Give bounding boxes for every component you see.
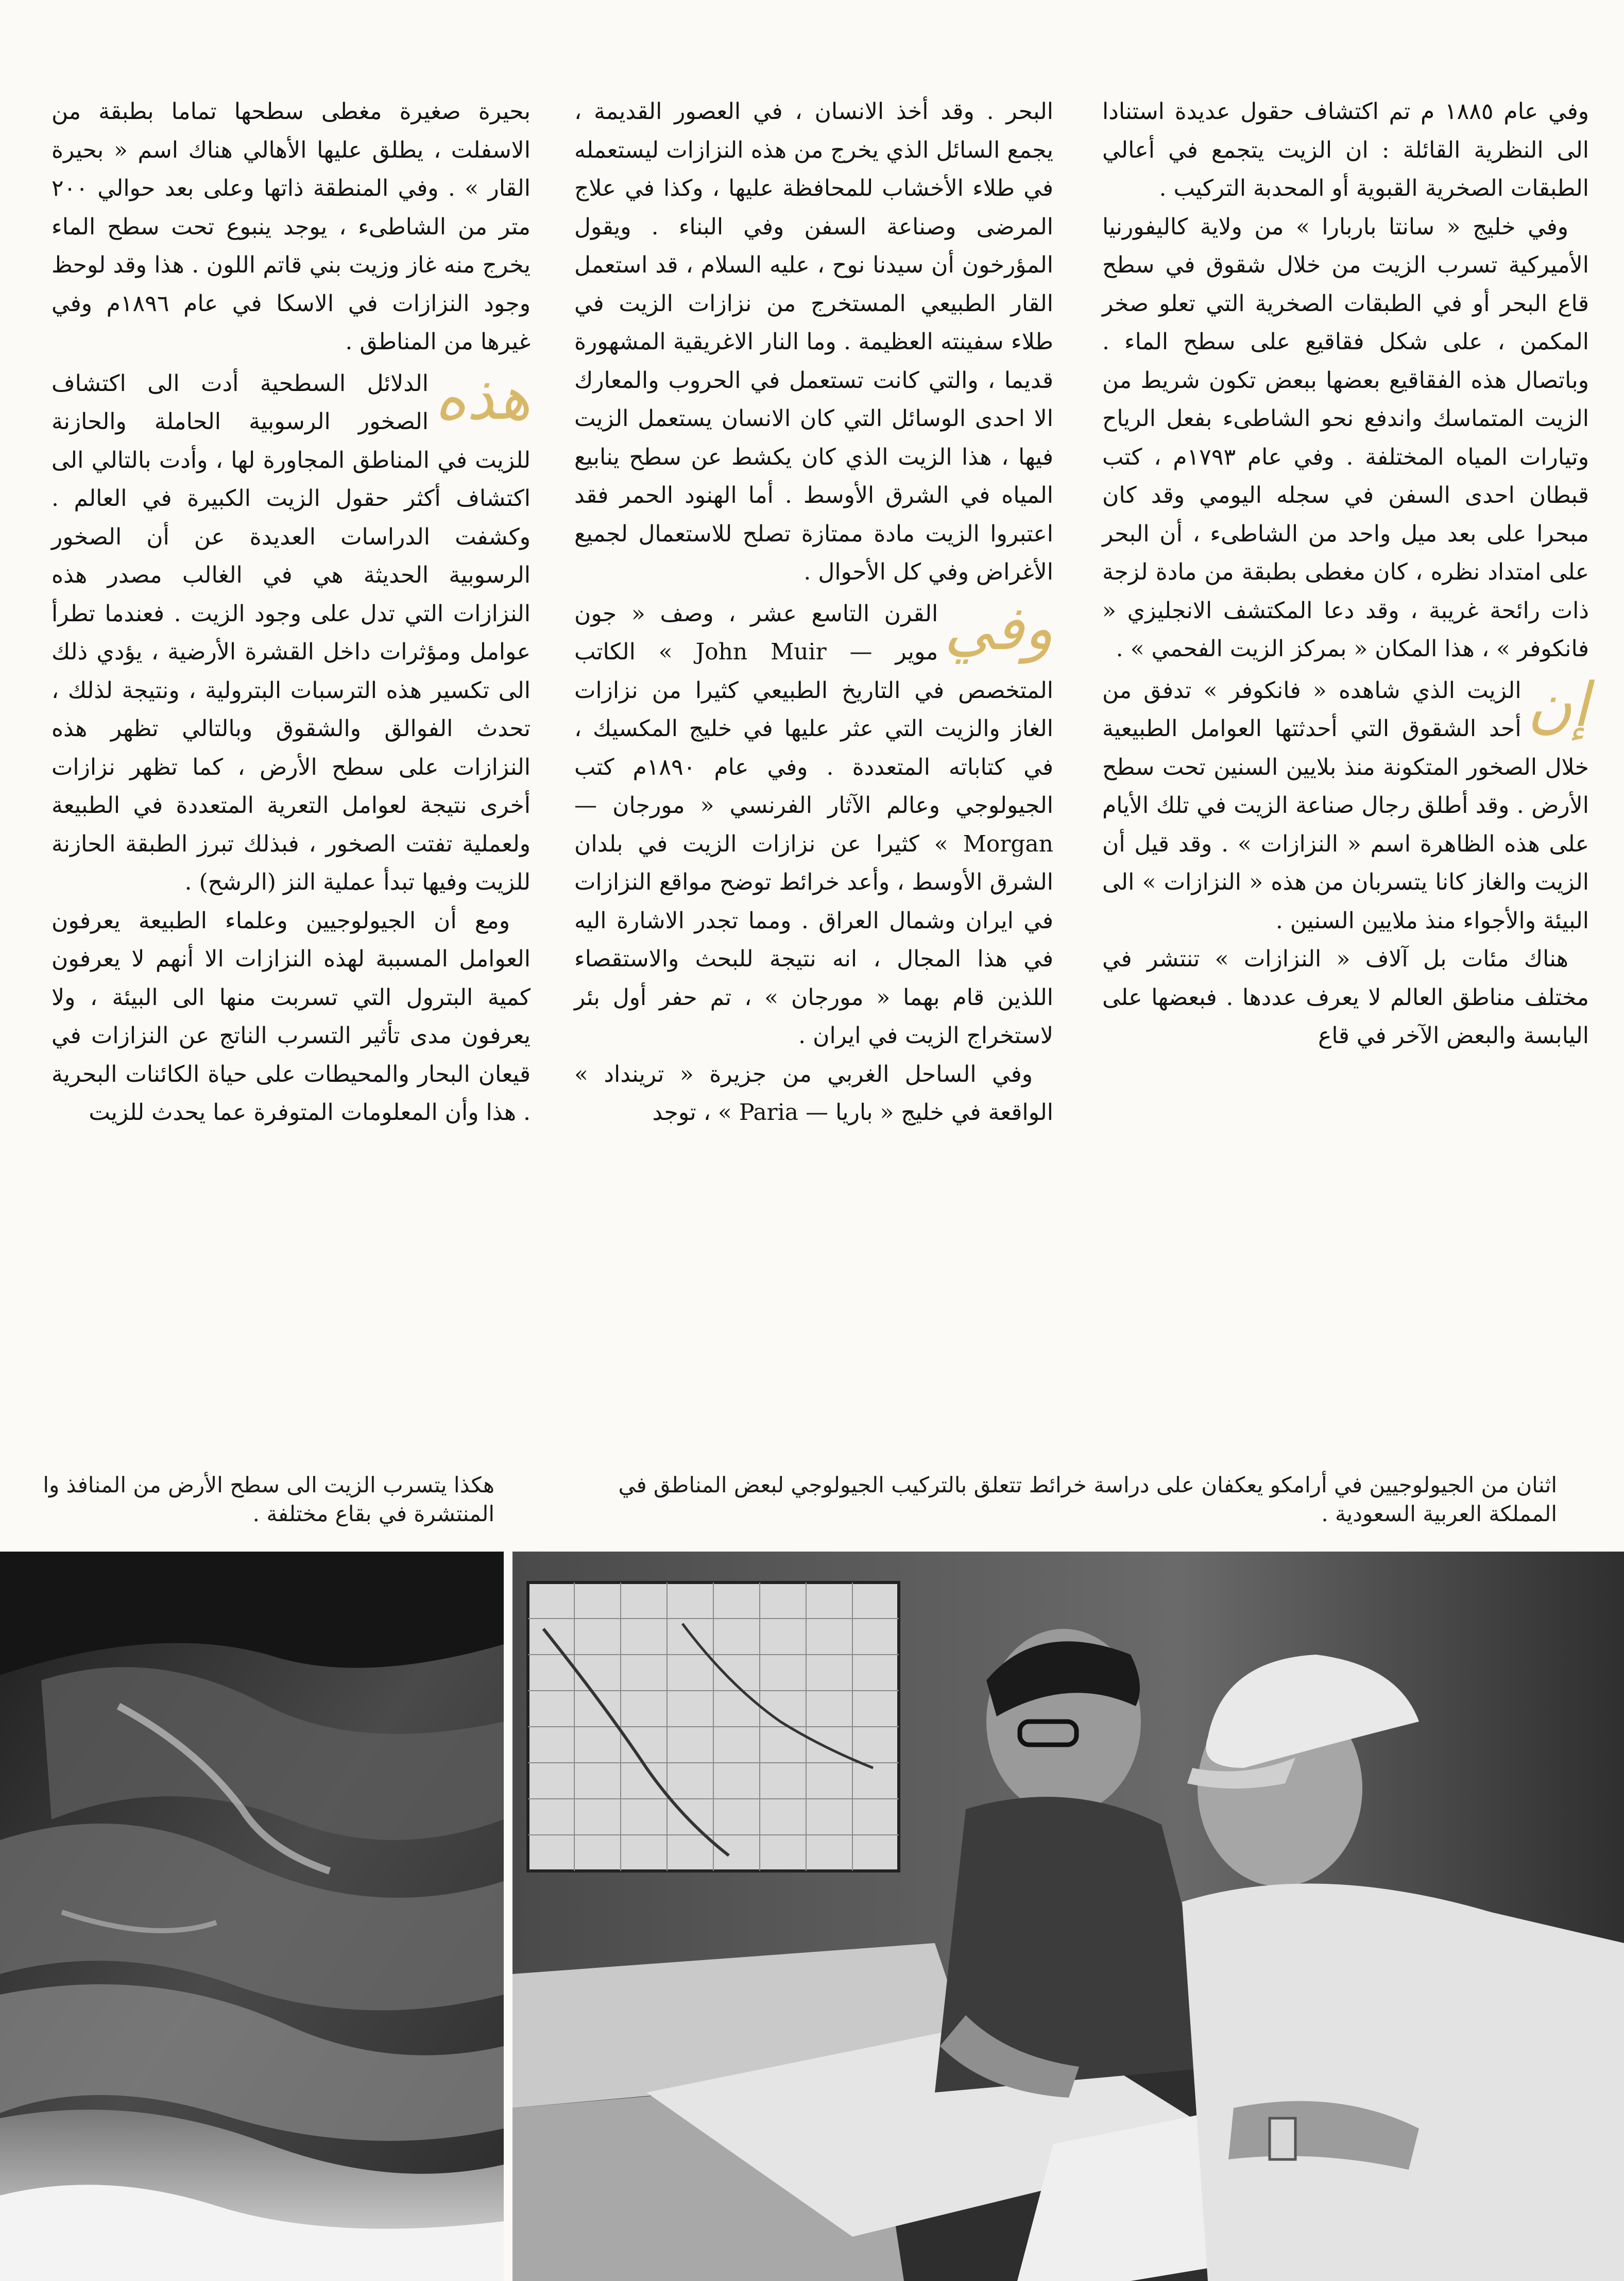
- dropcap-paragraph: [52, 362, 531, 902]
- photo-caption-geologists: اثنان من الجيولوجيين في أرامكو يعكفان على دراسة خرائط تتعلق بالتركيب الجيولوجي لبعض المناطق في المملكة العربية السعودية .: [618, 1472, 1557, 1526]
- paragraph-text: القرن التاسع عشر ، وصف « جون موير — John Muir » الكاتب المتخصص في التاريخ الطبيعي كثيرا من نزازات الغاز والزيت التي عثر عليها في خليج المكسيك ، في كتاباته المتعددة . وفي عام ١٨٩٠م كتب الجيولوجي وعالم الآثار الفرنسي « مورجان — Morgan » كثيرا عن نزازات الزيت في بلدان الشرق الأوسط ، وأعد خرائط توضح مواقع النزازات في ايران وشمال العراق . ومما تجدر الاشارة اليه في هذا المجال ، انه نتيجة للبحث والاستقصاء اللذين قام بهما « مورجان » ، تم حفر أول بئر لاستخراج الزيت في ايران .: [574, 600, 1053, 1049]
- article-column-2: [574, 93, 1053, 1360]
- paragraph: وفي الساحل الغربي من جزيرة « ترينداد » الواقعة في خليج « باريا — Paria » ، توجد: [574, 1061, 1053, 1126]
- paragraph-text: الدلائل السطحية أدت الى اكتشاف الصخور الرسوبية الحاملة والحازنة للزيت في المناطق المجاورة لها ، وأدت بالتالي الى اكتشاف أكثر حقول الزيت الكبيرة في العالم . وكشفت الدراسات العديدة عن أن الصخور الرسوبية الحديثة هي في الغالب مصدر هذه النزازات التي تدل على وجود الزيت . فعندما تطرأ عوامل ومؤثرات داخل القشرة الأرضية ، يؤدي ذلك الى تكسير هذه الترسبات البترولية ، ونتيجة لذلك ، تحدث الفوالق والشقوق وبالتالي تظهر هذه النزازات على سطح الأرض ، كما تظهر نزازات أخرى نتيجة لعوامل التعرية المتعددة في الطبيعة ولعملية تفتت الصخور ، فبذلك تبرز الطبقة الحازنة للزيت وفيها تبدأ عملية النز (الرشح) .: [52, 370, 531, 895]
- article-column-1: [1102, 93, 1589, 1360]
- decorative-initial: هذه: [435, 362, 531, 433]
- paragraph: ومع أن الجيولوجيين وعلماء الطبيعة يعرفون العوامل المسببة لهذه النزازات الا أنهم لا يعرفون كمية البترول التي تسربت منها الى البيئة ، ولا يعرفون مدى تأثير التسرب الناتج عن النزازات في قيعان البحار والمحيطات على حياة الكائنات البحرية . هذا وأن المعلومات المتوفرة عما يحدث للزيت: [52, 907, 531, 1126]
- paragraph-text: الزيت الذي شاهده « فانكوفر » تدفق من أحد الشقوق التي أحدثتها العوامل الطبيعية خلال الصخور المتكونة منذ بلايين السنين تحت سطح الأرض . وقد أطلق رجال صناعة الزيت في تلك الأيام على هذه الظاهرة اسم « النزازات » . وقد قيل أن الزيت والغاز كانا يتسربان من هذه « النزازات » الى البيئة والأجواء منذ ملايين السنين .: [1102, 677, 1589, 934]
- dropcap-paragraph: [1102, 669, 1589, 941]
- article-column-3: [52, 93, 531, 1360]
- photo-caption-oil-seep: هكذا يتسرب الزيت الى سطح الأرض من المنافذ وا المنتشرة في بقاع مختلفة .: [43, 1472, 494, 1526]
- geologists-photo: [512, 1552, 1624, 2281]
- decorative-initial: إن: [1527, 669, 1589, 740]
- oil-seep-photo: [0, 1552, 504, 2281]
- paragraph: وفي خليج « سانتا باربارا » من ولاية كاليفورنيا الأميركية تسرب الزيت من خلال شقوق في سطح قاع البحر أو في الطبقات الصخرية التي تعلو صخر المكمن ، على شكل فقاقيع على سطح الماء . وباتصال هذه الفقاقيع بعضها ببعض تكون شريط من الزيت المتماسك واندفع نحو الشاطىء بفعل الرياح وتيارات المياه المختلفة . وفي عام ١٧٩٣م ، كتب قبطان احدى السفن في سجله اليومي وقد كان مبحرا على بعد ميل واحد من الشاطىء ، أن البحر على امتداد نظره ، كان مغطى بطبقة من مادة لزجة ذات رائحة غريبة ، وقد دعا المكتشف الانجليزي « فانكوفر » ، هذا المكان « بمركز الزيت الفحمي » .: [1102, 213, 1589, 662]
- paragraph: وفي عام ١٨٨٥ م تم اكتشاف حقول عديدة استنادا الى النظرية القائلة : ان الزيت يتجمع في أعالي الطبقات الصخرية القبوية أو المحدبة التركيب .: [1102, 98, 1589, 201]
- oil-seep-illustration: [0, 1552, 504, 2281]
- decorative-initial: وفي: [944, 592, 1053, 663]
- paragraph: البحر . وقد أخذ الانسان ، في العصور القديمة ، يجمع السائل الذي يخرج من هذه النزازات ليستعمله في طلاء الأخشاب للمحافظة عليها ، وكذا في علاج المرضى وصناعة السفن وفي البناء . ويقول المؤرخون أن سيدنا نوح ، عليه السلام ، قد استعمل القار الطبيعي المستخرج من نزازات الزيت في طلاء سفينته العظيمة . وما النار الاغريقية المشهورة قديما ، والتي كانت تستعمل في الحروب والمعارك الا احدى الوسائل التي كان الانسان يستعمل الزيت فيها ، هذا الزيت الذي كان يكشط عن سطح ينابيع المياه في الشرق الأوسط . أما الهنود الحمر فقد اعتبروا الزيت مادة ممتازة تصلح للاستعمال لجميع الأغراض وفي كل الأحوال .: [574, 98, 1053, 585]
- dropcap-paragraph: [574, 592, 1053, 1056]
- geologists-illustration: [512, 1552, 1624, 2281]
- paragraph: بحيرة صغيرة مغطى سطحها تماما بطبقة من الاسفلت ، يطلق عليها الأهالي هناك اسم « بحيرة القار » . وفي المنطقة ذاتها وعلى بعد حوالي ٢٠٠ متر من الشاطىء ، يوجد ينبوع تحت سطح الماء يخرج منه غاز وزيت بني قاتم اللون . هذا وقد لوحظ وجود النزازات في الاسكا في عام ١٨٩٦م وفي غيرها من المناطق .: [52, 98, 531, 355]
- paragraph: هناك مئات بل آلاف « النزازات » تنتشر في مختلف مناطق العالم لا يعرف عددها . فبعضها على اليابسة والبعض الآخر في قاع: [1102, 946, 1589, 1049]
